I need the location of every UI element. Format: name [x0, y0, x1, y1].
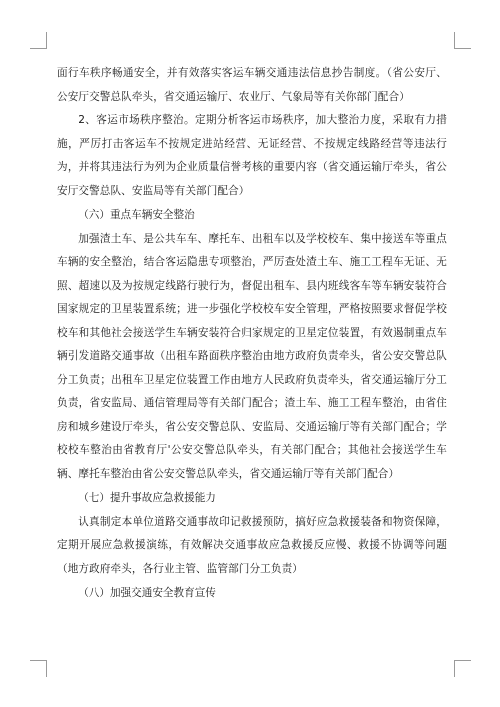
paragraph-continuation: 面行车秩序畅通安全，并有效落实客运车辆交通违法信息抄告制度。（省公安厅、公安厅交警总队牵头，省交通运输厅、农业厅、气象局等有关你部门配合）: [57, 67, 447, 103]
crop-mark-top-right: [454, 32, 471, 49]
section-heading-7: （七）提升事故应急救援能力: [78, 492, 216, 504]
section-heading-8: （八）加强交通安全教育宣传: [78, 587, 216, 599]
section-heading-6: （六）重点车辆安全整治: [78, 209, 195, 221]
crop-mark-top-left: [30, 32, 47, 49]
paragraph-emergency-rescue: 认真制定本单位道路交通事故印记救援预防，搞好应急救援装备和物资保障，定期开展应急救援演练，有效解决交通事故应急救援反应慢、救援不协调等问题（地方政府牵头，各行业主管、监管部门分工负责）: [57, 515, 447, 575]
paragraph-key-vehicles: 加强渣土车、是公共车车、摩托车、出租车以及学校校车、集中接送车等重点车辆的安全整治，结合客运隐患专项整治，严厉查处渣土车、施工工程车无证、无照、超速以及为按规定线路行驶行为，督促出租车、县内班线客车等车辆安装符合国家规定的卫星装置系统；进一步强化学校校车安全管理，严格按照要求督促学校校车和其他社会接送学生车辆安装符合归家规定的卫星定位装置，有效遏制重点车辆引发道路交通事故（出租车路面秩序整治由地方政府负责牵头，省公安交警总队分工负责；出租车卫星定位装置工作由地方人民政府负责牵头，省交通运输厅分工负责，省安监局、通信管理局等有关部门配合；渣土车、施工工程车整治，由省住房和城乡建设厅牵头，省公安交警总队、安监局、交通运输厅等有关部门配合；学校校车整治由省教育厅'公安交警总队牵头，有关部门配合；其他社会接送学生车辆、摩托车整治由省公安交警总队牵头，省交通运输厅等有关部门配合）: [57, 232, 447, 480]
paragraph-passenger-market: 2、客运市场秩序整治。定期分析客运市场秩序，加大整治力度，采取有力措施，严厉打击客运车不按规定进站经营、无证经营、不按规定线路经营等违法行为，并将其违法行为列为企业质量信誉考核的重要内容（省交通运输厅牵头，省公安厅交警总队、安监局等有关部门配合）: [57, 114, 447, 197]
crop-mark-bottom-right: [454, 660, 471, 677]
document-page-body: [57, 62, 447, 606]
crop-mark-bottom-left: [30, 660, 47, 677]
